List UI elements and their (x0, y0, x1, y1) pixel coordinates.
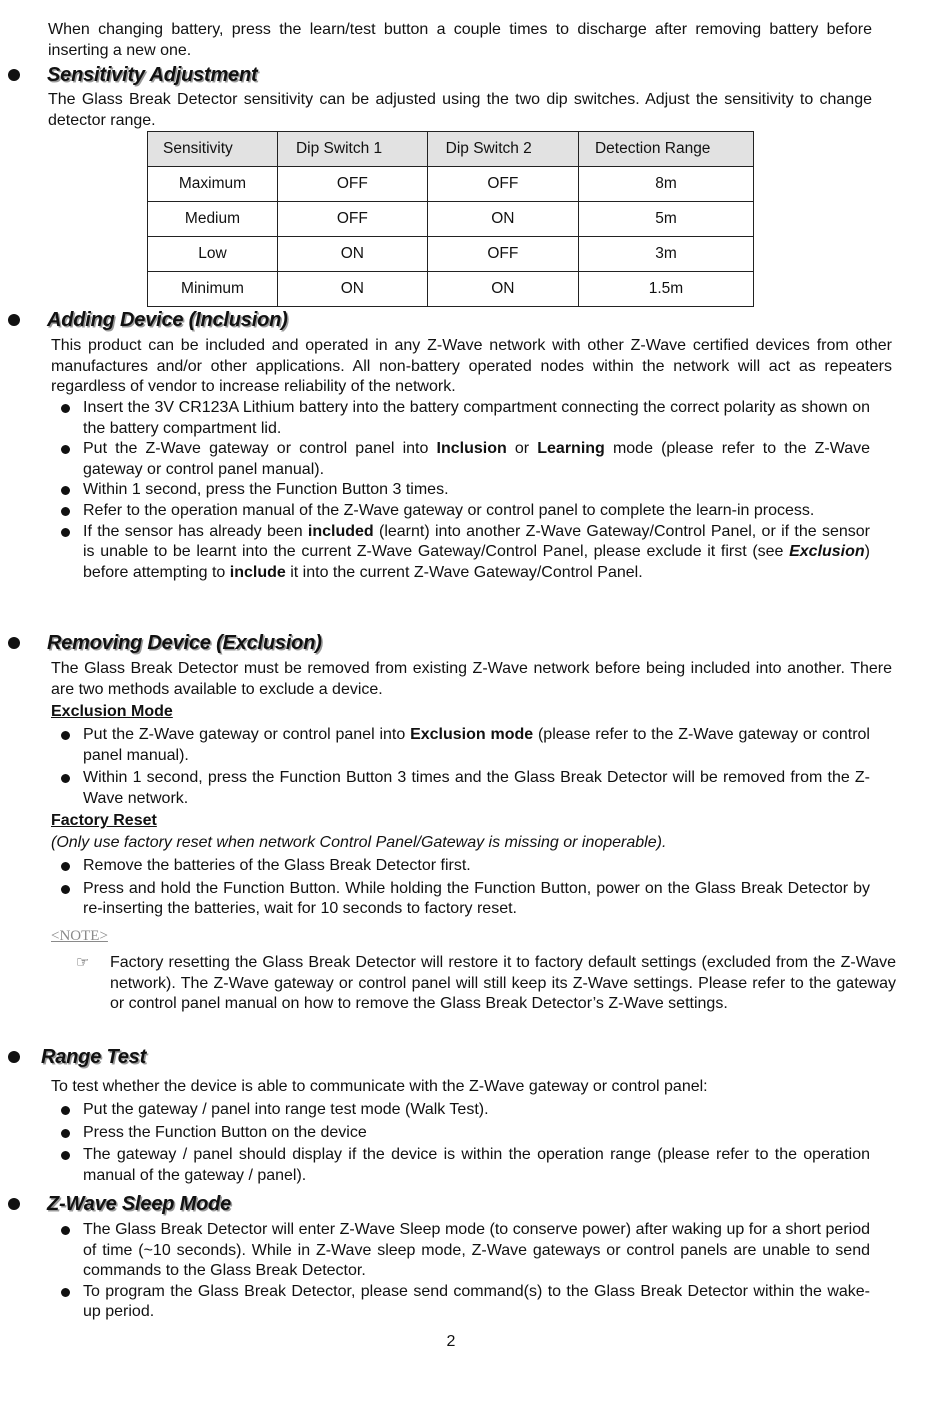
section-range-test-heading (8, 1044, 146, 1070)
list-item-text: To program the Glass Break Detector, please send command(s) to the Glass Break Detector within the wake-up period. (83, 1282, 870, 1321)
factory-reset-steps-list (51, 856, 870, 920)
list-item-text: (please refer to the Z-Wave gateway or control panel manual). (83, 726, 870, 764)
table-cell: 1.5m (578, 272, 753, 307)
list-item (51, 522, 870, 584)
table-cell: Medium (148, 202, 278, 237)
list-item-text: The Glass Break Detector will enter Z-Wave Sleep mode (to conserve power) after waking up for a short period of time (~10 seconds). While in Z-Wave sleep mode, Z-Wave gateways or control panels are unable to send commands to the Glass Break Detector. (83, 1221, 870, 1280)
bullet-icon (61, 774, 70, 783)
bold-term: Inclusion (436, 440, 507, 458)
list-item (51, 1123, 870, 1144)
section-exclusion-heading (8, 630, 322, 656)
bullet-icon (61, 528, 70, 537)
factory-reset-heading: Factory Reset (51, 812, 157, 829)
list-item (51, 1145, 870, 1186)
bullet-icon (61, 862, 70, 871)
pointing-hand-icon: ☞ (76, 954, 90, 971)
factory-reset-note: (Only use factory reset when network Control Panel/Gateway is missing or inoperable). (51, 834, 667, 851)
list-item (51, 439, 870, 480)
section-title: Removing Device (Exclusion) (47, 631, 322, 654)
battery-intro-text: When changing battery, press the learn/test button a couple times to discharge after removing battery before inserting a new one. (48, 21, 872, 59)
exclusion-steps-list (51, 725, 870, 809)
table-header-cell: Detection Range (578, 132, 753, 167)
bold-term: Exclusion mode (410, 726, 534, 743)
bullet-icon (61, 885, 70, 894)
list-item (51, 725, 870, 766)
inclusion-steps-list (51, 398, 870, 583)
list-item-text: it into the current Z-Wave Gateway/Control Panel. (285, 563, 643, 581)
table-cell: ON (427, 202, 578, 237)
table-cell: OFF (427, 167, 578, 202)
section-sensitivity-heading (8, 62, 257, 88)
section-title: Adding Device (Inclusion) (47, 308, 288, 331)
exclusion-text: The Glass Break Detector must be removed from existing Z-Wave network before being included into another. There are two methods available to exclude a device. (51, 660, 892, 698)
list-item (51, 398, 870, 439)
bullet-icon (61, 1151, 70, 1160)
list-item-text: Refer to the operation manual of the Z-Wave gateway or control panel to complete the learn-in process. (83, 501, 815, 519)
table-row (148, 167, 754, 202)
bullet-icon (61, 404, 70, 413)
table-cell: ON (277, 237, 427, 272)
table-cell: OFF (277, 202, 427, 237)
page-number: 2 (446, 1333, 456, 1350)
range-test-text: To test whether the device is able to communicate with the Z-Wave gateway or control panel: (51, 1078, 708, 1095)
bold-term: include (229, 563, 286, 581)
table-cell: OFF (427, 237, 578, 272)
table-cell: Minimum (148, 272, 278, 307)
list-item-text: Press and hold the Function Button. While holding the Function Button, power on the Glass Break Detector by re-inserting the batteries, wait for 10 seconds to factory reset. (83, 879, 870, 918)
list-item-text: (learnt) into another Z-Wave Gateway/Control Panel, or if the sensor is unable to be learnt into the current Z-Wave Gateway/Control Panel, please exclude it first (see (83, 522, 870, 561)
list-item-text: Put the gateway / panel into range test mode (Walk Test). (83, 1101, 489, 1118)
section-title: Z-Wave Sleep Mode (47, 1192, 232, 1215)
bold-term: Learning (537, 440, 605, 458)
table-cell: 8m (578, 167, 753, 202)
list-item-text: If the sensor has already been (83, 522, 308, 540)
list-item (51, 1282, 870, 1323)
bullet-icon (8, 1051, 20, 1063)
list-item-text: Within 1 second, press the Function Button 3 times and the Glass Break Detector will be removed from the Z-Wave network. (83, 769, 870, 807)
table-header-cell: Sensitivity (148, 132, 278, 167)
list-item-text: Put the Z-Wave gateway or control panel into (83, 726, 411, 743)
bullet-icon (8, 1198, 20, 1210)
bold-term: included (307, 522, 374, 540)
list-item-text: The gateway / panel should display if the device is within the operation range (please refer to the operation manual of the gateway / panel). (83, 1146, 870, 1184)
table-cell: Maximum (148, 167, 278, 202)
table-header-cell: Dip Switch 1 (277, 132, 427, 167)
bullet-icon (61, 486, 70, 495)
section-inclusion-heading (8, 307, 288, 333)
list-item-text: or (506, 440, 538, 458)
list-item (51, 856, 870, 877)
list-item (51, 879, 870, 920)
list-item-text: Remove the batteries of the Glass Break Detector first. (83, 857, 471, 874)
table-row (148, 237, 754, 272)
bullet-icon (61, 1106, 70, 1115)
bold-italic-term: Exclusion (789, 543, 865, 561)
note-text: Factory resetting the Glass Break Detector will restore it to factory default settings (excluded from the Z-Wave network). The Z-Wave gateway or control panel will still keep its Z-Wave settings. Please refer to the gateway or control panel manual on how to remove the Glass Break Detector’s Z-Wave settings. (110, 954, 896, 1013)
sleep-mode-list (51, 1220, 870, 1323)
list-item (51, 1100, 870, 1121)
table-cell: 3m (578, 237, 753, 272)
bullet-icon (61, 731, 70, 740)
table-cell: OFF (277, 167, 427, 202)
bullet-icon (8, 637, 20, 649)
list-item-text: Press the Function Button on the device (83, 1123, 367, 1141)
bullet-icon (61, 507, 70, 516)
list-item-text: Insert the 3V CR123A Lithium battery into the battery compartment connecting the correct polarity as shown on the battery compartment lid. (83, 399, 870, 437)
table-row (148, 272, 754, 307)
list-item-text: Within 1 second, press the Function Button 3 times. (83, 481, 449, 499)
section-title: Range Test (41, 1045, 147, 1068)
table-cell: Low (148, 237, 278, 272)
bullet-icon (8, 69, 20, 81)
table-cell: 5m (578, 202, 753, 237)
list-item (51, 1220, 870, 1282)
list-item-text: ) before attempting to (83, 543, 870, 581)
note-block (74, 953, 896, 1015)
table-row (148, 202, 754, 237)
inclusion-text: This product can be included and operated in any Z-Wave network with other Z-Wave certified devices from other manufactures and/or other applications. All non-battery operated nodes within the network will act as repeaters regardless of vendor to increase reliability of the network. (51, 337, 892, 396)
sensitivity-text: The Glass Break Detector sensitivity can be adjusted using the two dip switches. Adjust the sensitivity to change detector range. (48, 91, 872, 129)
note-tag: <NOTE> (51, 928, 108, 944)
exclusion-mode-heading: Exclusion Mode (51, 703, 173, 720)
table-cell: ON (277, 272, 427, 307)
sensitivity-table (147, 131, 754, 307)
range-test-steps-list (51, 1100, 870, 1186)
list-item-text: mode (please refer to the Z-Wave gateway or control panel manual). (83, 440, 870, 478)
list-item (51, 768, 870, 809)
table-header-row (148, 132, 754, 167)
section-title: Sensitivity Adjustment (47, 63, 258, 86)
bullet-icon (8, 314, 20, 326)
section-sleep-mode-heading (8, 1191, 231, 1217)
bullet-icon (61, 445, 70, 454)
bullet-icon (61, 1226, 70, 1235)
list-item-text: Put the Z-Wave gateway or control panel into (83, 440, 437, 458)
table-cell: ON (427, 272, 578, 307)
bullet-icon (61, 1129, 70, 1138)
list-item (51, 480, 870, 501)
bullet-icon (61, 1288, 70, 1297)
list-item (51, 501, 870, 522)
table-header-cell: Dip Switch 2 (427, 132, 578, 167)
